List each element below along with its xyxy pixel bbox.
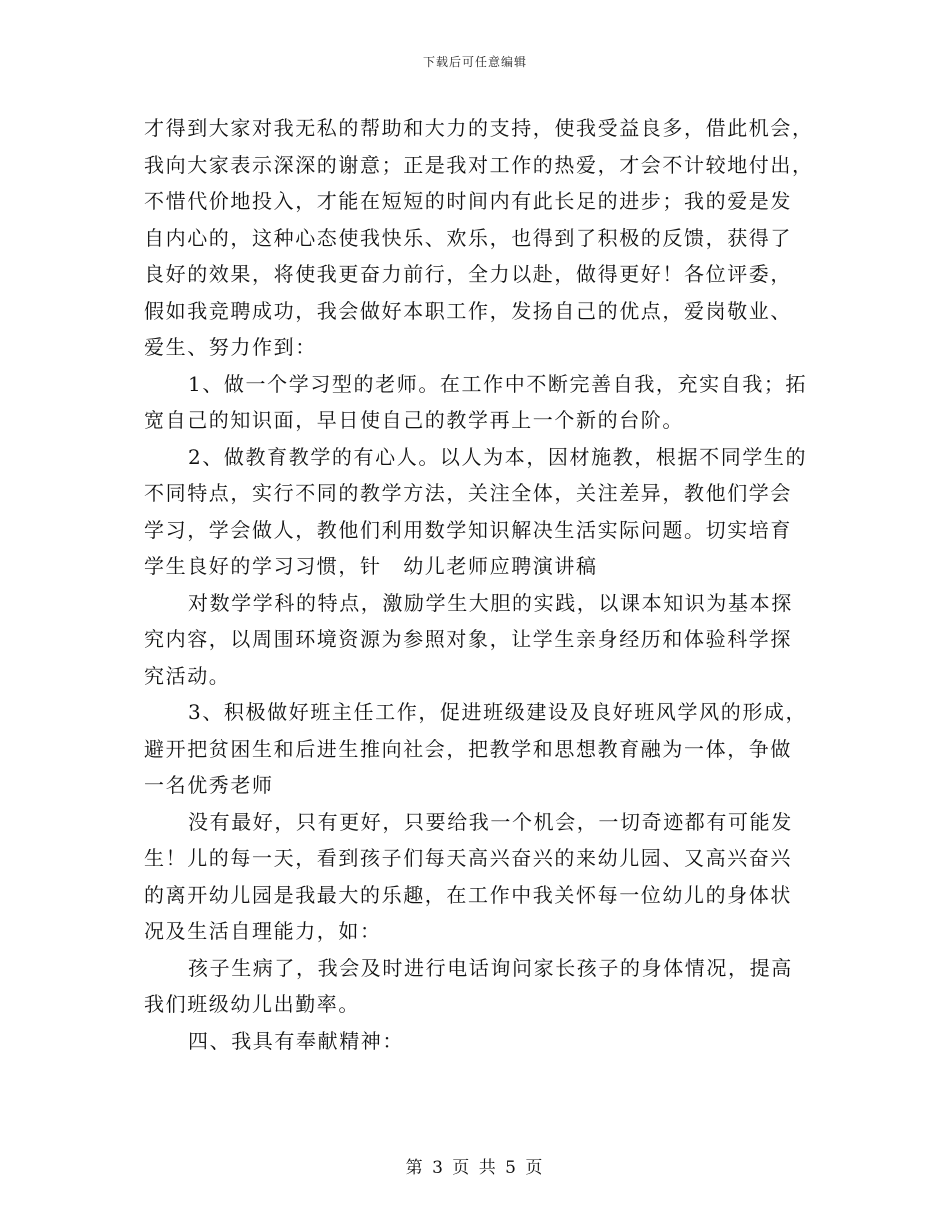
- paragraph-start-line: 没有最好，只有更好，只要给我一个机会，一切奇迹都有可能发: [188, 809, 793, 834]
- paragraph-start-line: 2、做教育教学的有心人。以人为本，因材施教，根据不同学生的: [188, 444, 808, 469]
- text-line: 假如我竞聘成功，我会做好本职工作，发扬自己的优点，爱岗敬业、: [144, 298, 792, 323]
- paragraph-start-line: 1、做一个学习型的老师。在工作中不断完善自我，充实自我；拓: [188, 371, 808, 396]
- text-line: 我向大家表示深深的谢意；正是我对工作的热爱，才会不计较地付出，: [144, 152, 814, 177]
- text-line: 一名优秀老师: [144, 773, 274, 797]
- paragraph-start-line: 四、我具有奉献精神：: [188, 1028, 404, 1053]
- text-line: 学习，学会做人，教他们利用数学知识解决生活实际问题。切实培育: [144, 517, 792, 542]
- text-line: 避开把贫困生和后进生推向社会，把教学和思想教育融为一体，争做: [144, 736, 792, 761]
- text-line: 的离开幼儿园是我最大的乐趣，在工作中我关怀每一位幼儿的身体状: [144, 882, 792, 907]
- paragraph-start-line: 对数学学科的特点，激励学生大胆的实践，以课本知识为基本探: [188, 590, 793, 615]
- text-line: 才得到大家对我无私的帮助和大力的支持，使我受益良多，借此机会，: [144, 116, 814, 140]
- text-line: 究内容，以周围环境资源为参照对象，让学生亲身经历和体验科学探: [144, 627, 792, 651]
- text-line: 学生良好的学习习惯，针 幼儿老师应聘演讲稿: [144, 554, 598, 578]
- text-line: 不同特点，实行不同的教学方法，关注全体，关注差异，教他们学会: [144, 481, 792, 505]
- text-line: 况及生活自理能力，如：: [144, 919, 382, 943]
- text-line: 自内心的，这种心态使我快乐、欢乐，也得到了积极的反馈，获得了: [144, 225, 792, 250]
- page-header: 下载后可任意编辑: [422, 55, 527, 69]
- text-line: 不惜代价地投入，才能在短短的时间内有此长足的进步；我的爱是发: [144, 189, 792, 213]
- page-footer: 第 3 页 共 5 页: [405, 1158, 545, 1178]
- document-body: [144, 110, 812, 1059]
- text-line: 爱生、努力作到：: [144, 335, 317, 359]
- paragraph-start-line: 3、积极做好班主任工作，促进班级建设及良好班风学风的形成，: [188, 700, 808, 724]
- text-line: 宽自己的知识面，早日使自己的教学再上一个新的台阶。: [144, 408, 684, 432]
- text-line: 良好的效果，将使我更奋力前行，全力以赴，做得更好！各位评委，: [144, 262, 792, 286]
- text-line: 究活动。: [144, 663, 231, 688]
- paragraph-start-line: 孩子生病了，我会及时进行电话询问家长孩子的身体情况，提高: [188, 955, 793, 980]
- text-line: 生！儿的每一天，看到孩子们每天高兴奋兴的来幼儿园、又高兴奋兴: [144, 846, 792, 870]
- text-line: 我们班级幼儿出勤率。: [144, 992, 360, 1016]
